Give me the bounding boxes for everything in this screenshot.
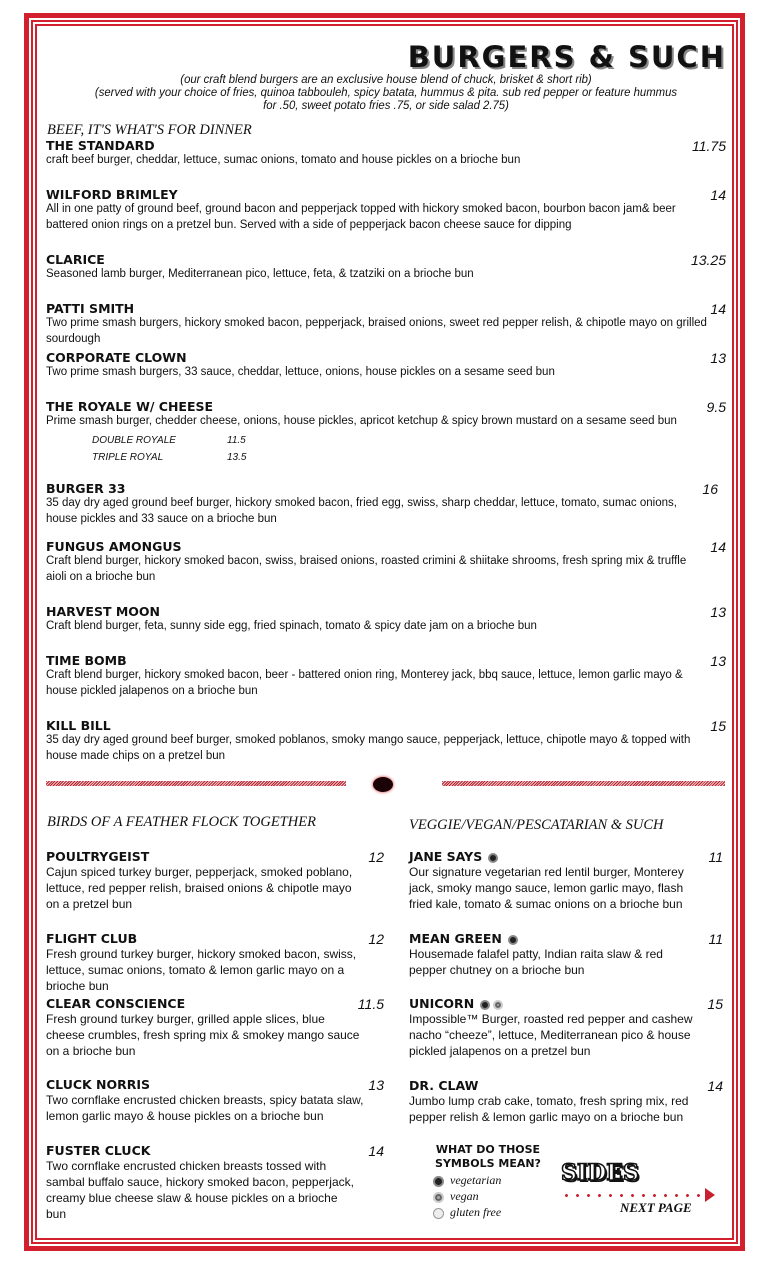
menu-item — [46, 718, 726, 764]
menu-item — [46, 138, 726, 169]
menu-item — [46, 481, 726, 527]
menu-item — [46, 1143, 384, 1222]
menu-item — [46, 539, 726, 585]
menu-item — [46, 653, 726, 699]
item-name-text: JANE SAYS — [409, 849, 483, 864]
menu-item — [46, 301, 726, 347]
item-description: 35 day dry aged ground beef burger, smoked poblanos, smoky mango sauce, pepperjack, lettuce, chipotle mayo & topped with house made chips on a pretzel bun — [46, 734, 691, 762]
item-price: 14 — [707, 1078, 723, 1094]
item-name: FLIGHT CLUB — [46, 931, 138, 946]
legend-label: gluten free — [450, 1205, 502, 1219]
item-price: 11.75 — [692, 138, 726, 154]
item-description: Two cornflake encrusted chicken breasts tossed with sambal buffalo sauce, hickory smoked bacon, pepperjack, creamy blue cheese slaw & house pickles on a brioche bun — [46, 1159, 354, 1221]
variant-price: 13.5 — [227, 452, 247, 463]
menu-item — [46, 1077, 384, 1124]
item-description: Two cornflake encrusted chicken breasts, spicy batata slaw, lemon garlic mayo & house pickles on a brioche bun — [46, 1093, 364, 1123]
menu-item — [46, 996, 384, 1059]
item-name-text: MEAN GREEN — [409, 931, 502, 946]
item-name: HARVEST MOON — [46, 604, 161, 619]
item-name: PATTI SMITH — [46, 301, 135, 316]
item-description: Prime smash burger, chedder cheese, onions, house pickles, apricot ketchup & spicy brown mustard on a sesame seed bun — [46, 415, 677, 427]
item-price: 14 — [710, 301, 726, 317]
divider-right — [442, 781, 725, 786]
section-heading-veggie: VEGGIE/VEGAN/PESCATARIAN & SUCH — [409, 817, 664, 833]
item-price: 14 — [368, 1143, 384, 1159]
item-name: BURGER 33 — [46, 481, 126, 496]
menu-item — [409, 931, 723, 978]
menu-item — [409, 1078, 723, 1125]
item-price: 16 — [702, 481, 718, 497]
item-name: FUSTER CLUCK — [46, 1143, 151, 1158]
page-title: BURGERS & SUCH — [407, 40, 726, 74]
next-page-link[interactable]: NEXT PAGE — [620, 1200, 692, 1215]
item-description: Cajun spiced turkey burger, pepperjack, smoked poblano, lettuce, red pepper relish, braised onions & chipotle mayo on a pretzel bun — [46, 865, 353, 911]
item-price: 14 — [710, 187, 726, 203]
item-name: WILFORD BRIMLEY — [46, 187, 178, 202]
divider-left — [46, 781, 346, 786]
item-name — [409, 849, 723, 864]
legend-label: vegetarian — [450, 1173, 502, 1187]
item-name: CLARICE — [46, 252, 105, 267]
menu-item — [46, 399, 726, 430]
variant-price: 11.5 — [227, 435, 246, 446]
legend-entry-vegan — [433, 1189, 479, 1204]
item-price: 13 — [368, 1077, 384, 1093]
item-name: KILL BILL — [46, 718, 111, 733]
section-heading-beef: BEEF, IT'S WHAT'S FOR DINNER — [47, 122, 252, 138]
menu-item — [46, 252, 726, 283]
item-price: 15 — [707, 996, 723, 1012]
item-description: All in one patty of ground beef, ground bacon and pepperjack topped with hickory smoked bacon, bourbon bacon jam& beer battered onion rings on a pretzel bun. Served with a side of pepperjack bacon cheese sauce for dipping — [46, 203, 676, 231]
item-price: 11 — [708, 931, 723, 947]
item-description: Two prime smash burgers, 33 sauce, cheddar, lettuce, onions, house pickles on a sesame seed bun — [46, 366, 555, 378]
item-price: 14 — [710, 539, 726, 555]
item-description: Impossible™ Burger, roasted red pepper and cashew nacho “cheeze”, lettuce, Mediterranean pico & house pickled jalapenos on a pretzel bun — [409, 1012, 693, 1058]
item-price: 13.25 — [690, 252, 726, 268]
item-description: Two prime smash burgers, hickory smoked bacon, pepperjack, braised onions, sweet red pepper relish, & chipotle mayo on grilled sourdough — [46, 317, 707, 345]
menu-item — [409, 849, 723, 912]
item-description: Craft blend burger, hickory smoked bacon, beer - battered onion ring, Monterey jack, bbq sauce, lettuce, lemon garlic mayo & house pickled jalapenos on a brioche bun — [46, 669, 683, 697]
subtitle-line: (our craft blend burgers are an exclusive house blend of chuck, brisket & short rib) — [180, 72, 592, 86]
legend-entry-gluten-free — [433, 1205, 501, 1220]
item-price: 12 — [368, 849, 384, 865]
item-description: Jumbo lump crab cake, tomato, fresh spring mix, red pepper relish & lemon garlic mayo on a brioche bun — [409, 1094, 689, 1124]
divider-dot — [373, 777, 393, 792]
dotted-arrow-line — [561, 1194, 706, 1197]
arrow-right-icon — [705, 1188, 715, 1202]
item-name: CORPORATE CLOWN — [46, 350, 187, 365]
vegetarian-icon — [488, 853, 498, 863]
vegan-icon — [493, 1000, 503, 1010]
item-name: FUNGUS AMONGUS — [46, 539, 182, 554]
legend-entry-vegetarian — [433, 1173, 501, 1188]
item-description: craft beef burger, cheddar, lettuce, sumac onions, tomato and house pickles on a brioche bun — [46, 154, 521, 166]
item-name: CLUCK NORRIS — [46, 1077, 151, 1092]
item-description: Fresh ground turkey burger, grilled apple slices, blue cheese crumbles, fresh spring mix & smokey mango sauce on a brioche bun — [46, 1012, 360, 1058]
item-price: 11 — [708, 849, 723, 865]
item-name — [409, 931, 723, 946]
legend-title — [433, 1143, 543, 1171]
item-description: Craft blend burger, hickory smoked bacon, swiss, braised onions, roasted crimini & shiitake shrooms, fresh spring mix & truffle aioli on a brioche bun — [46, 555, 687, 583]
item-description: Seasoned lamb burger, Mediterranean pico, lettuce, feta, & tzatziki on a brioche bun — [46, 268, 474, 280]
item-name: CLEAR CONSCIENCE — [46, 996, 186, 1011]
item-description: 35 day dry aged ground beef burger, hickory smoked bacon, fried egg, swiss, sharp cheddar, lettuce, tomato, sumac onions, house pickles and 33 sauce on a brioche bun — [46, 497, 677, 525]
item-name — [409, 996, 723, 1011]
item-name: THE ROYALE W/ CHEESE — [46, 399, 214, 414]
page-subtitle — [70, 73, 702, 112]
item-name-text: UNICORN — [409, 996, 475, 1011]
item-name: DR. CLAW — [409, 1078, 479, 1093]
item-price: 15 — [710, 718, 726, 734]
vegetarian-icon — [480, 1000, 490, 1010]
item-description: Our signature vegetarian red lentil burger, Monterey jack, smoky mango sauce, lemon garlic mayo, flash fried kale, tomato & sumac onions on a brioche bun — [409, 865, 684, 911]
gluten-free-icon — [433, 1208, 444, 1219]
item-price: 9.5 — [706, 399, 726, 415]
item-name: POULTRYGEIST — [46, 849, 150, 864]
menu-item — [46, 350, 726, 381]
item-price: 13 — [710, 350, 726, 366]
legend-title-line: WHAT DO THOSE — [435, 1143, 541, 1156]
vegetarian-icon — [508, 935, 518, 945]
item-name: THE STANDARD — [46, 138, 155, 153]
item-description: Fresh ground turkey burger, hickory smoked bacon, swiss, lettuce, sumac onions, tomato & lemon garlic mayo on a brioche bun — [46, 947, 357, 993]
item-description: Housemade falafel patty, Indian raita slaw & red pepper chutney on a brioche bun — [409, 947, 663, 977]
item-price: 13 — [710, 604, 726, 620]
menu-item — [46, 604, 726, 635]
menu-item — [409, 996, 723, 1059]
item-price: 12 — [368, 931, 384, 947]
subtitle-line: for .50, sweet potato fries .75, or side salad 2.75) — [263, 98, 509, 112]
vegan-icon — [433, 1192, 444, 1203]
vegetarian-icon — [433, 1176, 444, 1187]
sides-link[interactable]: SIDES — [561, 1160, 639, 1186]
subtitle-line: (served with your choice of fries, quinoa tabbouleh, spicy batata, hummus & pita. sub red pepper or feature hummus — [94, 85, 678, 99]
variant-name: TRIPLE ROYAL — [92, 452, 164, 463]
menu-item — [46, 187, 726, 233]
section-heading-birds: BIRDS OF A FEATHER FLOCK TOGETHER — [47, 814, 316, 830]
item-name: TIME BOMB — [46, 653, 127, 668]
legend-title-line: SYMBOLS MEAN? — [435, 1157, 541, 1170]
menu-item — [46, 849, 384, 912]
item-description: Craft blend burger, feta, sunny side egg, fried spinach, tomato & spicy date jam on a brioche bun — [46, 620, 537, 632]
variant-name: DOUBLE ROYALE — [92, 435, 176, 446]
item-price: 13 — [710, 653, 726, 669]
menu-item — [46, 931, 384, 994]
item-price: 11.5 — [357, 996, 384, 1012]
legend-label: vegan — [450, 1189, 479, 1203]
